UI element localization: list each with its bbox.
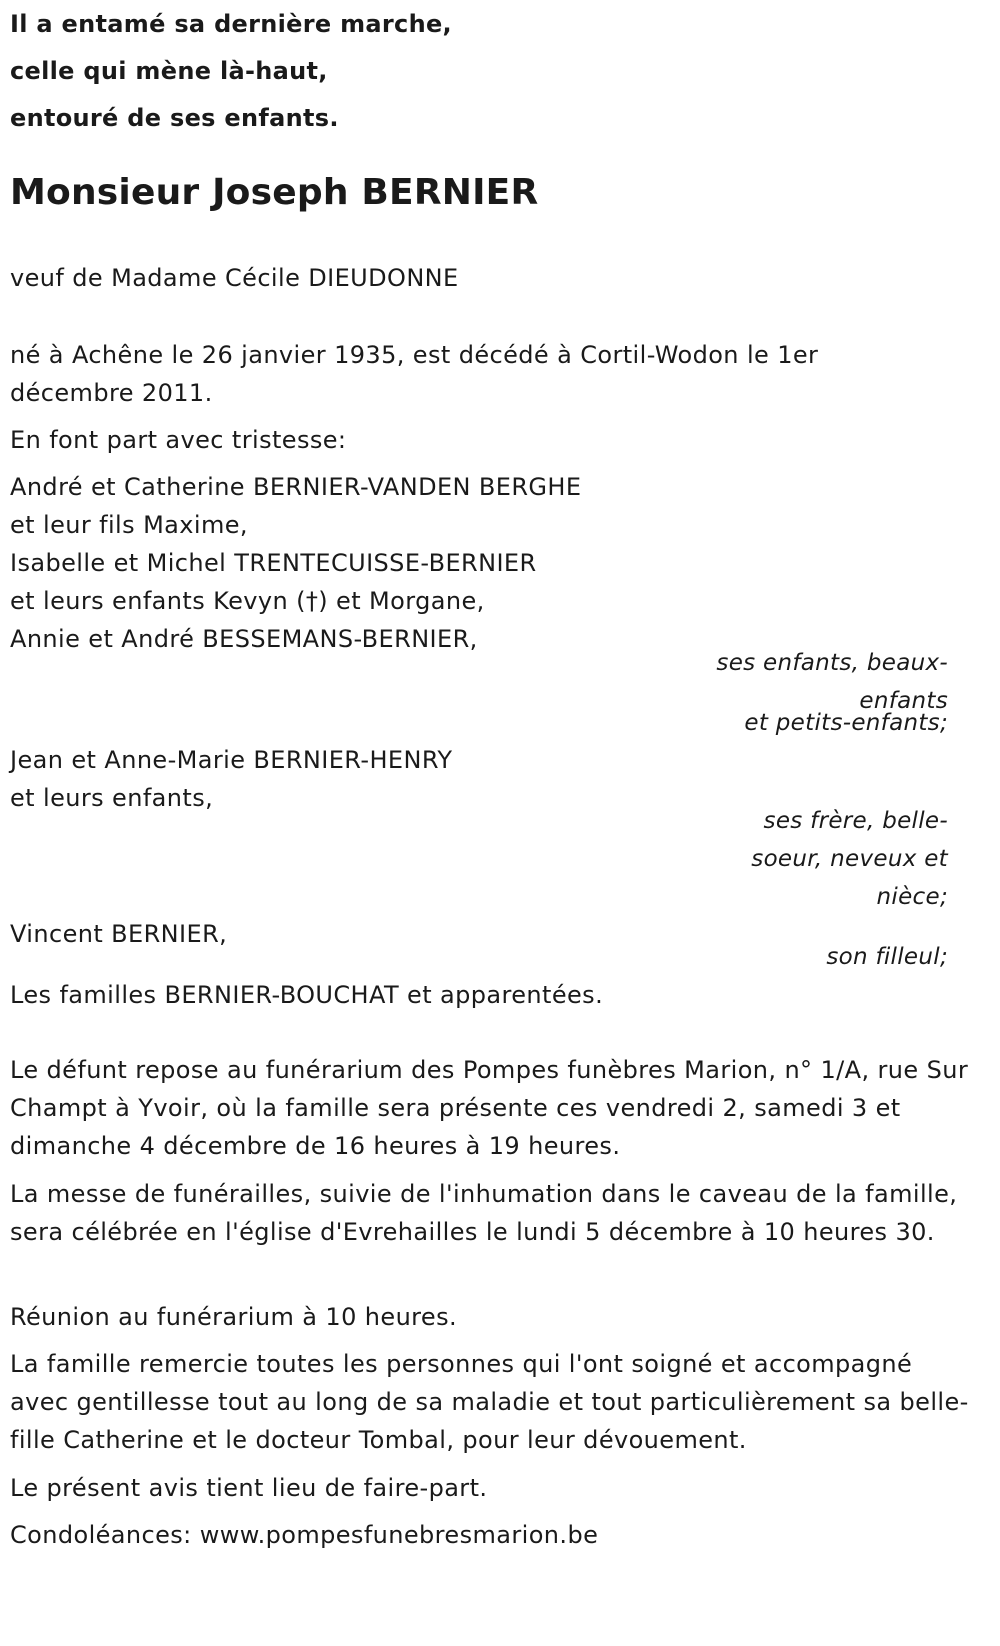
birth-death-text: né à Achêne le 26 janvier 1935, est décédé à Cortil-Wodon le 1er décembre 2011. [10, 341, 819, 407]
relation-2-line-2: soeur, neveux et [751, 846, 948, 872]
condolences-line: Condoléances: www.pompesfunebresmarion.be [10, 1521, 599, 1549]
deceased-name-title: Monsieur Joseph BERNIER [10, 172, 539, 213]
relation-1-line-2: enfants [859, 688, 948, 714]
relation-2-line-1: ses frère, belle- [763, 808, 948, 834]
epigraph-line-1: Il a entamé sa dernière marche, [10, 10, 452, 38]
announce-line: En font part avec tristesse: [10, 426, 347, 454]
family-1-line-2: et leur fils Maxime, [10, 511, 248, 539]
paragraph-thanks: La famille remercie toutes les personnes qui l'ont soigné et accompagné avec gentillesse tout au long de sa maladie et tout particulièrement sa belle-fille Catherine et le docteur Tombal, pour leur dévouement. [10, 1350, 969, 1454]
family-2-line-2: et leurs enfants, [10, 784, 214, 812]
relation-3: son filleul; [826, 944, 948, 970]
paragraph-meeting: Réunion au funérarium à 10 heures. [10, 1303, 458, 1331]
paragraph-faire-part: Le présent avis tient lieu de faire-part. [10, 1474, 488, 1502]
families-line: Les familles BERNIER-BOUCHAT et apparentées. [10, 981, 604, 1009]
family-1-line-5: Annie et André BESSEMANS-BERNIER, [10, 625, 478, 653]
family-1-line-1: André et Catherine BERNIER-VANDEN BERGHE [10, 473, 582, 501]
family-1-line-4: et leurs enfants Kevyn (†) et Morgane, [10, 587, 485, 615]
relation-1-line-3: et petits-enfants; [744, 710, 948, 736]
paragraph-visitation: Le défunt repose au funérarium des Pompes funèbres Marion, n° 1/A, rue Sur Champt à Yvoir, où la famille sera présente ces vendredi 2, samedi 3 et dimanche 4 décembre de 16 heures à 19 heures. [10, 1056, 969, 1160]
paragraph-funeral-mass: La messe de funérailles, suivie de l'inhumation dans le caveau de la famille, sera célébrée en l'église d'Evrehailles le lundi 5 décembre à 10 heures 30. [10, 1180, 958, 1246]
relation-2-line-3: nièce; [876, 884, 948, 910]
family-2-line-1: Jean et Anne-Marie BERNIER-HENRY [10, 746, 453, 774]
family-1-line-3: Isabelle et Michel TRENTECUISSE-BERNIER [10, 549, 537, 577]
epigraph-line-3: entouré de ses enfants. [10, 104, 339, 132]
widow-line: veuf de Madame Cécile DIEUDONNE [10, 264, 459, 292]
godson-line: Vincent BERNIER, [10, 920, 228, 948]
epigraph-line-2: celle qui mène là-haut, [10, 57, 328, 85]
relation-1-line-1: ses enfants, beaux- [716, 650, 948, 676]
